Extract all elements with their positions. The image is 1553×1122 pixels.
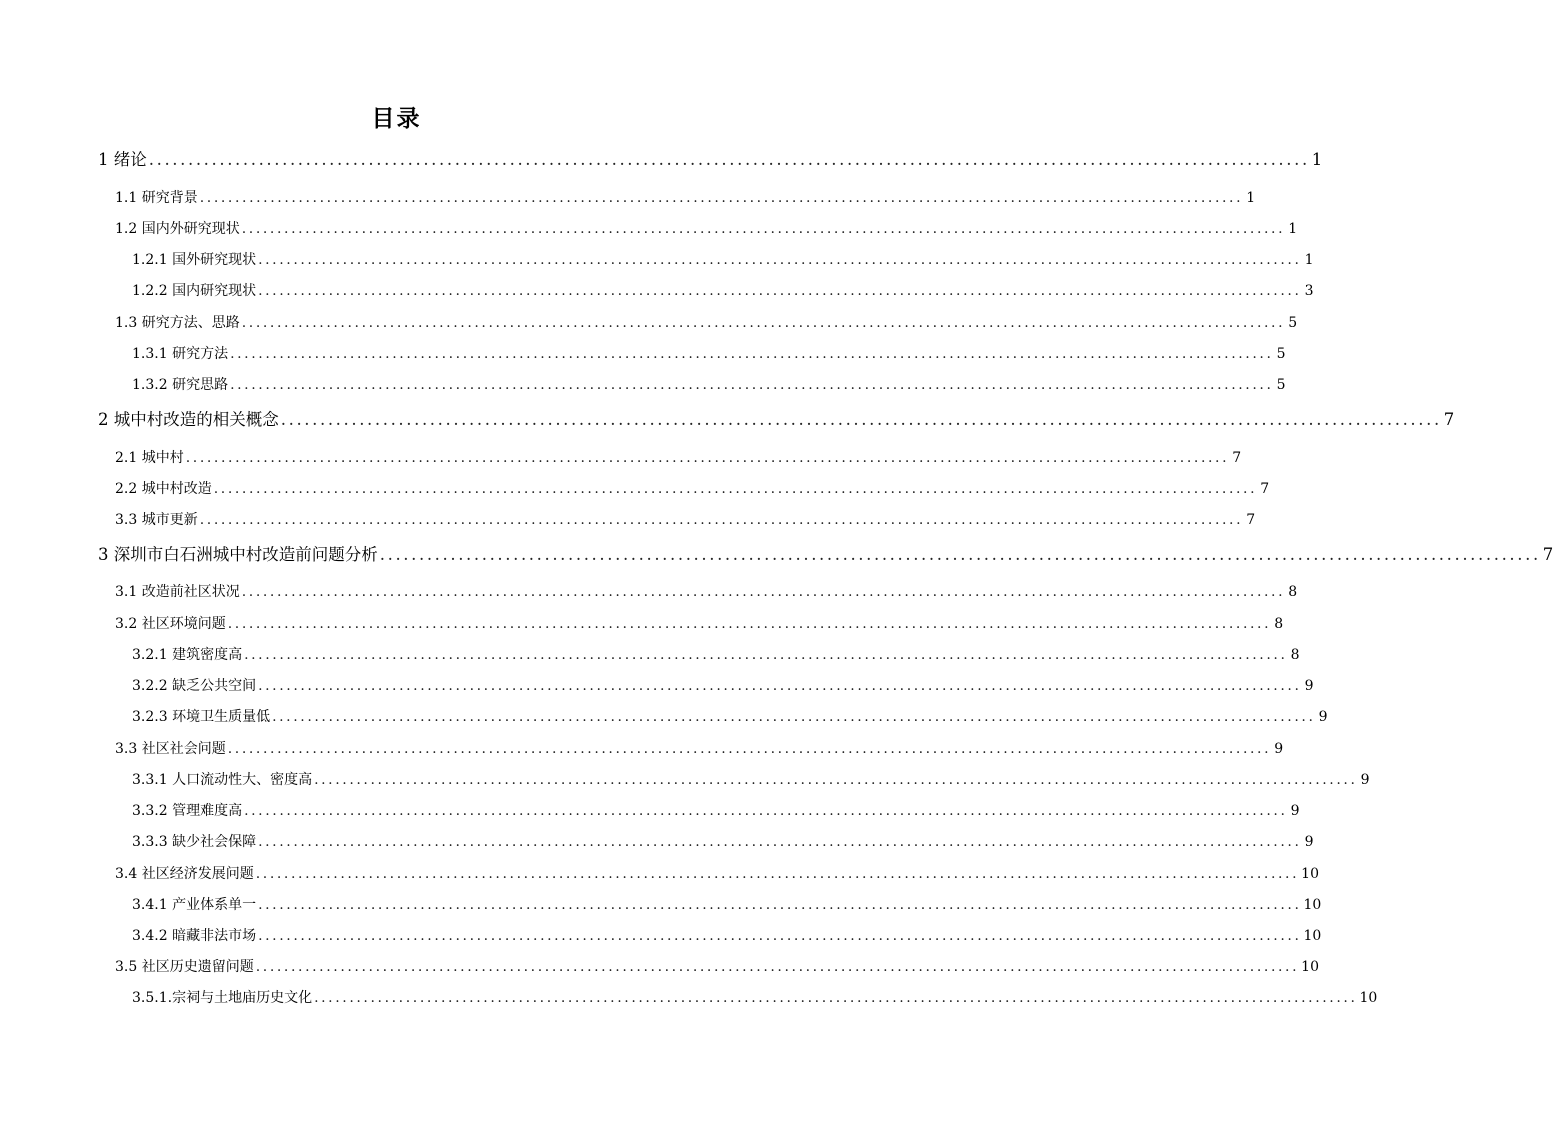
toc-entry-label: 1.2.1 国外研究现状 [132, 252, 257, 268]
toc-entry-label: 3.3 社区社会问题 [115, 741, 226, 757]
toc-entry[interactable] [132, 831, 1314, 853]
toc-entry-page: 7 [1260, 481, 1270, 497]
toc-entry-label: 3.4.2 暗藏非法市场 [132, 928, 257, 944]
toc-entry[interactable] [115, 863, 1319, 885]
toc-entry-page: 5 [1276, 346, 1286, 362]
toc-entry[interactable] [115, 509, 1256, 531]
dot-leader: .................................................................................................................................................... [314, 990, 1358, 1006]
dot-leader: .................................................................................................................................................... [280, 410, 1442, 429]
dot-leader: .................................................................................................................................................... [241, 221, 1286, 237]
toc-entry-page: 10 [1359, 990, 1378, 1006]
toc-entry-page: 9 [1290, 803, 1300, 819]
toc-entry[interactable] [115, 312, 1298, 334]
toc-title: 目录 [371, 106, 422, 132]
toc-entry-label: 2 城中村改造的相关概念 [98, 410, 279, 429]
dot-leader: .................................................................................................................................................... [272, 709, 1316, 725]
toc-entry-label: 3.1 改造前社区状况 [115, 584, 240, 600]
toc-entry-page: 9 [1304, 834, 1314, 850]
toc-entry-label: 3.4.1 产业体系单一 [132, 897, 257, 913]
toc-entry-label: 3.3 城市更新 [115, 512, 198, 528]
dot-leader: .................................................................................................................................................... [213, 481, 1258, 497]
dot-leader: .................................................................................................................................................... [230, 346, 1274, 362]
toc-entry-label: 3.5.1.宗祠与土地庙历史文化 [132, 990, 313, 1006]
toc-entry-page: 10 [1301, 866, 1319, 882]
toc-entry[interactable] [115, 581, 1298, 603]
toc-entry-label: 1.3 研究方法、思路 [115, 315, 240, 331]
toc-entry[interactable] [132, 894, 1322, 916]
toc-entry-page: 1 [1246, 190, 1256, 206]
toc-entry[interactable] [115, 738, 1284, 760]
toc-entry-page: 10 [1303, 928, 1322, 944]
dot-leader: .................................................................................................................................................... [258, 834, 1302, 850]
toc-entry[interactable] [132, 644, 1300, 666]
dot-leader: .................................................................................................................................................... [255, 959, 1300, 975]
dot-leader: .................................................................................................................................................... [199, 512, 1244, 528]
toc-entry[interactable] [98, 543, 1553, 567]
toc-entry-label: 2.1 城中村 [115, 450, 184, 466]
toc-entry[interactable] [132, 800, 1300, 822]
toc-entry-page: 1 [1311, 150, 1323, 169]
toc-entry-label: 1.3.1 研究方法 [132, 346, 229, 362]
toc-entry-label: 1.2 国内外研究现状 [115, 221, 240, 237]
toc-entry[interactable] [132, 343, 1286, 365]
dot-leader: .................................................................................................................................................... [185, 450, 1230, 466]
dot-leader: .................................................................................................................................................... [258, 928, 1302, 944]
dot-leader: .................................................................................................................................................... [379, 545, 1541, 564]
toc-entry-page: 5 [1288, 315, 1298, 331]
toc-entry-label: 3.3.1 人口流动性大、密度高 [132, 772, 313, 788]
toc-entry[interactable] [115, 447, 1242, 469]
toc-entry[interactable] [98, 148, 1323, 172]
toc-entry-page: 1 [1288, 221, 1298, 237]
toc-entry-page: 8 [1290, 647, 1300, 663]
toc-entry-page: 9 [1274, 741, 1284, 757]
dot-leader: .................................................................................................................................................... [244, 647, 1288, 663]
toc-entry[interactable] [115, 613, 1284, 635]
dot-leader: .................................................................................................................................................... [258, 252, 1302, 268]
toc-entry-page: 1 [1304, 252, 1314, 268]
toc-entry-page: 7 [1443, 410, 1455, 429]
toc-entry-page: 3 [1304, 283, 1314, 299]
toc-entry-page: 5 [1276, 377, 1286, 393]
toc-entry-page: 10 [1303, 897, 1322, 913]
toc-entry[interactable] [132, 249, 1314, 271]
dot-leader: .................................................................................................................................................... [227, 616, 1272, 632]
dot-leader: .................................................................................................................................................... [199, 190, 1244, 206]
toc-entry-label: 3.2 社区环境问题 [115, 616, 226, 632]
toc-entry-label: 3.2.3 环境卫生质量低 [132, 709, 271, 725]
toc-entry-label: 3.3.3 缺少社会保障 [132, 834, 257, 850]
dot-leader: .................................................................................................................................................... [148, 150, 1310, 169]
toc-entry[interactable] [132, 706, 1328, 728]
toc-entry-page: 10 [1301, 959, 1319, 975]
toc-entry-label: 1.3.2 研究思路 [132, 377, 229, 393]
toc-entry-label: 3 深圳市白石洲城中村改造前问题分析 [98, 545, 378, 564]
toc-entry-label: 1.2.2 国内研究现状 [132, 283, 257, 299]
toc-entry-page: 9 [1318, 709, 1328, 725]
toc-entry[interactable] [132, 987, 1378, 1009]
toc-entry-label: 1.1 研究背景 [115, 190, 198, 206]
toc-entry-page: 9 [1304, 678, 1314, 694]
dot-leader: .................................................................................................................................................... [258, 678, 1302, 694]
dot-leader: .................................................................................................................................................... [255, 866, 1300, 882]
dot-leader: .................................................................................................................................................... [258, 897, 1302, 913]
dot-leader: .................................................................................................................................................... [314, 772, 1358, 788]
toc-entry-page: 7 [1542, 545, 1553, 564]
toc-entry-label: 1 绪论 [98, 150, 147, 169]
toc-entry[interactable] [132, 925, 1322, 947]
toc-entry-label: 3.5 社区历史遗留问题 [115, 959, 254, 975]
toc-entry[interactable] [115, 187, 1256, 209]
dot-leader: .................................................................................................................................................... [241, 315, 1286, 331]
toc-entry[interactable] [115, 218, 1298, 240]
toc-entry[interactable] [98, 408, 1455, 432]
dot-leader: .................................................................................................................................................... [258, 283, 1302, 299]
dot-leader: .................................................................................................................................................... [244, 803, 1288, 819]
toc-entry-label: 3.3.2 管理难度高 [132, 803, 243, 819]
toc-entry-label: 2.2 城中村改造 [115, 481, 212, 497]
toc-entry[interactable] [132, 769, 1370, 791]
toc-entry[interactable] [115, 956, 1319, 978]
toc-entry-page: 7 [1246, 512, 1256, 528]
toc-entry[interactable] [132, 280, 1314, 302]
toc-entry-label: 3.2.1 建筑密度高 [132, 647, 243, 663]
dot-leader: .................................................................................................................................................... [230, 377, 1274, 393]
toc-entry[interactable] [132, 675, 1314, 697]
dot-leader: .................................................................................................................................................... [227, 741, 1272, 757]
toc-entry-label: 3.4 社区经济发展问题 [115, 866, 254, 882]
toc-entry-label: 3.2.2 缺乏公共空间 [132, 678, 257, 694]
toc-entry[interactable] [115, 478, 1270, 500]
toc-entry[interactable] [132, 374, 1286, 396]
toc-entry-page: 8 [1288, 584, 1298, 600]
dot-leader: .................................................................................................................................................... [241, 584, 1286, 600]
toc-entry-page: 8 [1274, 616, 1284, 632]
toc-entry-page: 7 [1232, 450, 1242, 466]
toc-entry-page: 9 [1360, 772, 1370, 788]
